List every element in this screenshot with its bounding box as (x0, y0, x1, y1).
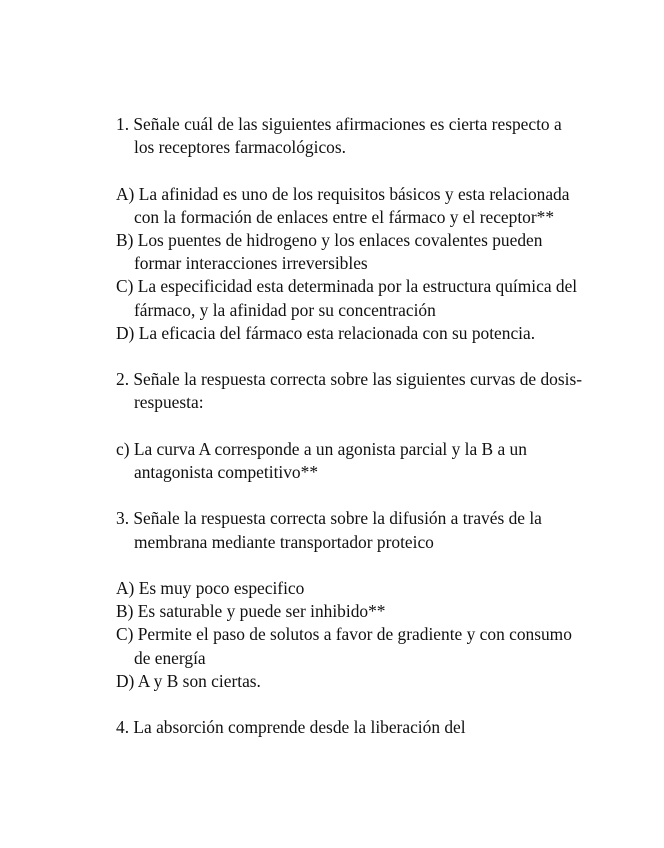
question-4-stem: 4. La absorción comprende desde la liberación del (116, 717, 466, 738)
question-3-stem: 3. Señale la respuesta correcta sobre la difusión a través de la membrana mediante transportador proteico (116, 508, 542, 552)
question-2-option-c: c) La curva A corresponde a un agonista parcial y la B a un antagonista competitivo** (116, 438, 527, 482)
question-3-option-d: D) A y B son ciertas. (116, 670, 261, 691)
question-3-option-a: A) Es muy poco especifico (116, 577, 305, 598)
question-3-option-c: C) Permite el paso de solutos a favor de gradiente y con consumo de energía (116, 624, 572, 668)
question-2-stem: 2. Señale la respuesta correcta sobre las siguientes curvas de dosis-respuesta: (116, 369, 583, 413)
question-1-option-d: D) La eficacia del fármaco esta relacionada con su potencia. (116, 322, 536, 343)
question-1-stem: 1. Señale cuál de las siguientes afirmaciones es cierta respecto a los receptores farmacológicos. (116, 114, 562, 158)
question-1-option-b: B) Los puentes de hidrogeno y los enlaces covalentes pueden formar interacciones irreversibles (116, 230, 543, 274)
question-1-option-a: A) La afinidad es uno de los requisitos básicos y esta relacionada con la formación de enlaces entre el fármaco y el receptor** (116, 183, 570, 227)
document-page (116, 113, 586, 739)
question-3-option-b: B) Es saturable y puede ser inhibido** (116, 601, 386, 622)
question-1-option-c: C) La especificidad esta determinada por la estructura química del fármaco, y la afinidad por su concentración (116, 276, 578, 320)
